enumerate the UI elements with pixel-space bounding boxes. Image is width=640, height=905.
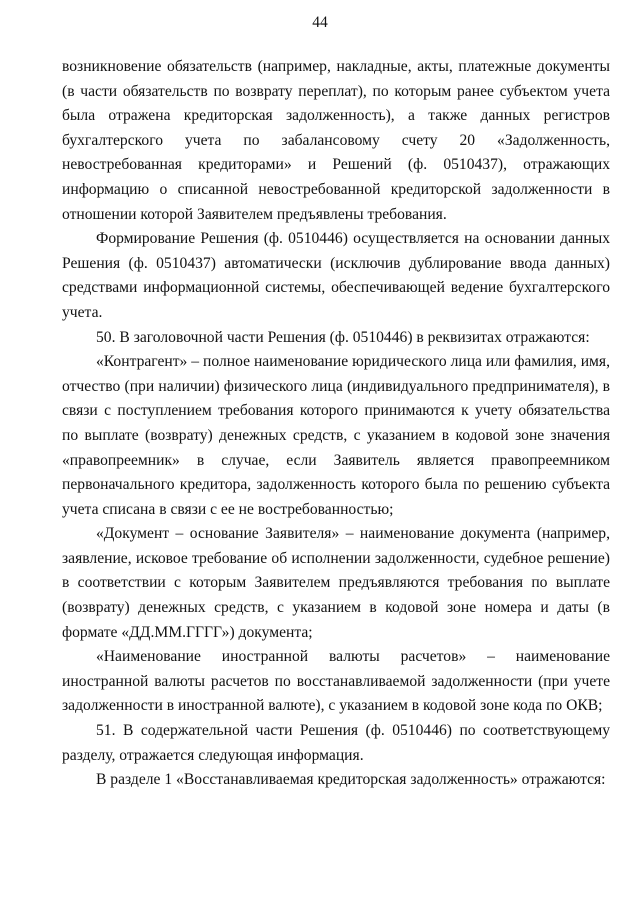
paragraph-7: 51. В содержательной части Решения (ф. 0510446) по соответствующему разделу, отражается следующая информация. <box>62 722 610 764</box>
paragraph-3: 50. В заголовочной части Решения (ф. 0510446) в реквизитах отражаются: <box>96 328 590 346</box>
document-body <box>62 55 610 793</box>
paragraph-1: возникновение обязательств (например, накладные, акты, платежные документы (в части обязательств по возврату переплат), по которым ранее субъектом учета была отражена кредиторская задолженность), а также данных регистров бухгалтерского учета по забалансовому счету 20 «Задолженность, невостребованная кредиторами» и Решений (ф. 0510437), отражающих информацию о списанной невостребованной кредиторской задолженности в отношении которой Заявителем предъявлены требования. <box>62 58 610 223</box>
paragraph-4: «Контрагент» – полное наименование юридического лица или фамилия, имя, отчество (при наличии) физического лица (индивидуального предпринимателя), в связи с поступлением требования которого принимаются к учету обязательства по выплате (возврату) денежных средств, с указанием в кодовой зоне значения «правопреемник» в случае, если Заявитель является правопреемником первоначального кредитора, задолженность которого была по решению субъекта учета списана в связи с ее не востребованностью; <box>62 353 610 518</box>
paragraph-8: В разделе 1 «Восстанавливаемая кредиторская задолженность» отражаются: <box>96 771 606 789</box>
paragraph-6: «Наименование иностранной валюты расчетов» – наименование иностранной валюты расчетов по восстанавливаемой задолженности (при учете задолженности в иностранной валюте), с указанием в кодовой зоне кода по ОКВ; <box>62 648 610 715</box>
paragraph-2: Формирование Решения (ф. 0510446) осуществляется на основании данных Решения (ф. 0510437) автоматически (исключив дублирование ввода данных) средствами информационной системы, обеспечивающей ведение бухгалтерского учета. <box>62 230 610 321</box>
page-number: 44 <box>312 14 328 31</box>
paragraph-5: «Документ – основание Заявителя» – наименование документа (например, заявление, исковое требование об исполнении задолженности, судебное решение) в соответствии с которым Заявителем предъявляются требования по выплате (возврату) денежных средств, с указанием в кодовой зоне номера и даты (в формате «ДД.ММ.ГГГГ») документа; <box>62 525 610 641</box>
